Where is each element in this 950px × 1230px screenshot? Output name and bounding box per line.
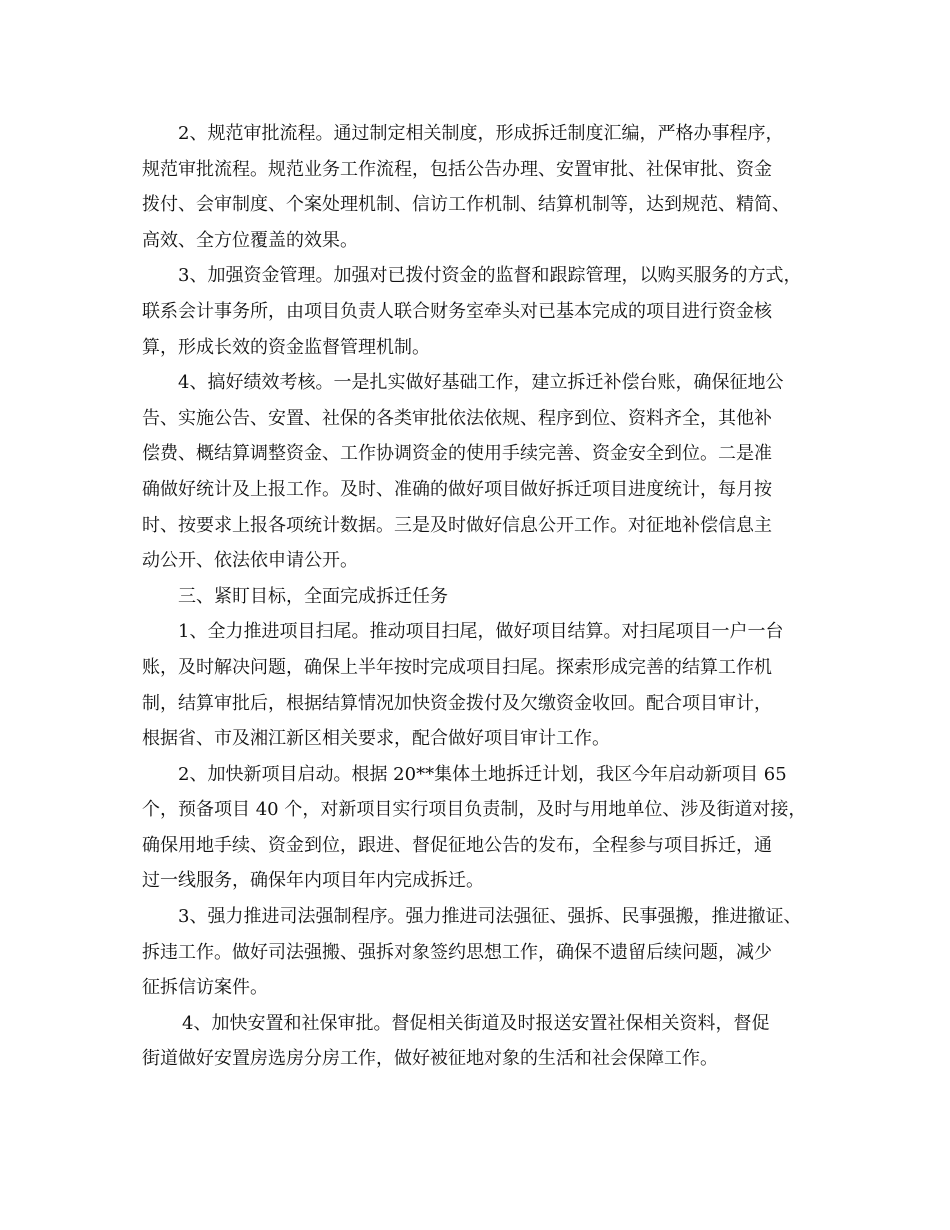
document-body — [142, 116, 822, 1077]
text-line: 告、实施公告、安置、社保的各类审批依法依规、程序到位、资料齐全，其他补 — [142, 407, 772, 429]
text-line: 个，预备项目 40 个，对新项目实行项目负责制，及时与用地单位、涉及街道对接， — [142, 799, 807, 821]
text-line: 街道做好安置房选房分房工作，做好被征地对象的生活和社会保障工作。 — [142, 1048, 718, 1070]
text-line: 4、搞好绩效考核。一是扎实做好基础工作，建立拆迁补偿台账，确保征地公 — [178, 372, 784, 394]
text-line: 拆违工作。做好司法强搬、强拆对象签约思想工作，确保不遗留后续问题，减少 — [142, 941, 772, 963]
text-line: 根据省、市及湘江新区相关要求，配合做好项目审计工作。 — [142, 728, 610, 750]
text-line: 2、加快新项目启动。根据 20**集体土地拆迁计划，我区今年启动新项目 65 — [178, 763, 787, 785]
text-line: 拨付、会审制度、个案处理机制、信访工作机制、结算机制等，达到规范、精简、 — [142, 194, 790, 216]
text-line: 规范审批流程。规范业务工作流程，包括公告办理、安置审批、社保审批、资金 — [142, 158, 772, 180]
text-line: 算，形成长效的资金监督管理机制。 — [142, 336, 430, 358]
text-line: 过一线服务，确保年内项目年内完成拆迁。 — [142, 870, 484, 892]
text-line: 2、规范审批流程。通过制定相关制度，形成拆迁制度汇编，严格办事程序， — [178, 123, 784, 144]
text-line: 3、加强资金管理。加强对已拨付资金的监督和跟踪管理，以购买服务的方式， — [178, 265, 802, 287]
text-line: 账，及时解决问题，确保上半年按时完成项目扫尾。探索形成完善的结算工作机 — [142, 656, 772, 678]
text-line: 联系会计事务所，由项目负责人联合财务室牵头对已基本完成的项目进行资金核 — [142, 300, 772, 322]
text-line: 1、全力推进项目扫尾。推动项目扫尾，做好项目结算。对扫尾项目一户一台 — [178, 621, 784, 643]
text-line: 确保用地手续、资金到位，跟进、督促征地公告的发布，全程参与项目拆迁，通 — [142, 834, 772, 856]
text-line: 偿费、概结算调整资金、工作协调资金的使用手续完善、资金安全到位。二是准 — [142, 443, 772, 465]
text-line: 4、加快安置和社保审批。督促相关街道及时报送安置社保相关资料，督促 — [182, 1012, 770, 1034]
text-line: 征拆信访案件。 — [142, 977, 268, 999]
text-line: 动公开、依法依申请公开。 — [142, 550, 358, 572]
text-line: 制，结算审批后，根据结算情况加快资金拨付及欠缴资金收回。配合项目审计， — [142, 692, 772, 714]
text-line: 时、按要求上报各项统计数据。三是及时做好信息公开工作。对征地补偿信息主 — [142, 514, 772, 536]
text-line: 高效、全方位覆盖的效果。 — [142, 229, 358, 251]
text-line: 3、强力推进司法强制程序。强力推进司法强征、强拆、民事强搬，推进撤证、 — [178, 906, 802, 928]
text-line: 确做好统计及上报工作。及时、准确的做好项目做好拆迁项目进度统计，每月按 — [142, 478, 772, 500]
text-line: 三、紧盯目标，全面完成拆迁任务 — [178, 585, 448, 607]
